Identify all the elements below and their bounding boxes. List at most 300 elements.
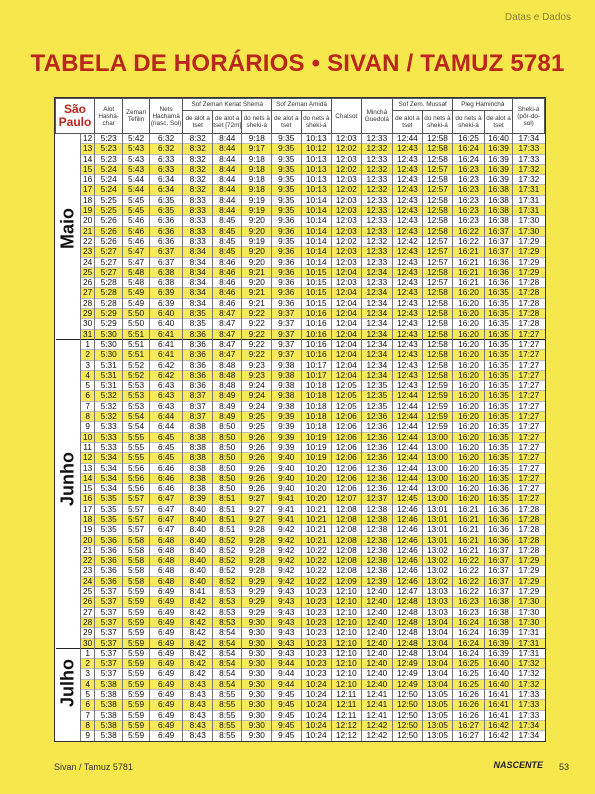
time-cell: 8:47: [212, 329, 242, 339]
time-cell: 12:46: [393, 514, 423, 524]
day-cell: 19: [81, 206, 95, 216]
time-cell: 9:20: [242, 247, 272, 257]
time-cell: 5:44: [123, 175, 149, 185]
time-cell: 12:46: [393, 535, 423, 545]
time-cell: 16:20: [453, 309, 485, 319]
time-cell: 16:20: [453, 463, 485, 473]
time-cell: 8:47: [212, 350, 242, 360]
time-cell: 5:37: [94, 617, 122, 627]
time-cell: 6:38: [149, 278, 183, 288]
time-cell: 17:27: [513, 329, 545, 339]
time-cell: 17:27: [513, 412, 545, 422]
header-sof-mussaf: Sof Zem. Mussaf: [393, 99, 453, 111]
time-cell: 6:45: [149, 432, 183, 442]
time-cell: 12:41: [361, 700, 393, 710]
time-cell: 5:56: [123, 473, 149, 483]
time-cell: 16:39: [484, 628, 512, 638]
time-cell: 16:35: [484, 494, 512, 504]
time-cell: 9:38: [272, 360, 302, 370]
time-cell: 12:57: [422, 185, 453, 195]
time-cell: 5:27: [94, 267, 122, 277]
time-cell: 9:35: [272, 185, 302, 195]
time-cell: 6:33: [149, 154, 183, 164]
time-cell: 8:51: [212, 514, 242, 524]
time-cell: 9:37: [272, 339, 302, 349]
time-cell: 12:08: [332, 545, 362, 555]
time-cell: 9:41: [272, 504, 302, 514]
time-cell: 12:43: [393, 267, 423, 277]
day-cell: 7: [81, 710, 95, 720]
time-cell: 10:16: [301, 319, 332, 329]
time-cell: 10:12: [301, 144, 332, 154]
table-row: [56, 473, 545, 483]
time-cell: 9:36: [272, 298, 302, 308]
time-cell: 8:40: [183, 566, 213, 576]
time-cell: 16:20: [453, 391, 485, 401]
time-cell: 12:10: [332, 669, 362, 679]
time-cell: 8:38: [183, 473, 213, 483]
time-cell: 8:52: [212, 535, 242, 545]
time-cell: 8:53: [212, 607, 242, 617]
time-cell: 9:30: [242, 720, 272, 730]
table-row: [56, 267, 545, 277]
time-cell: 12:05: [332, 391, 362, 401]
time-cell: 16:24: [453, 638, 485, 648]
day-cell: 27: [81, 288, 95, 298]
time-cell: 9:41: [272, 494, 302, 504]
time-cell: 16:20: [453, 360, 485, 370]
time-cell: 5:34: [94, 473, 122, 483]
time-cell: 9:26: [242, 453, 272, 463]
time-cell: 13:05: [422, 700, 453, 710]
time-cell: 16:21: [453, 545, 485, 555]
time-cell: 10:21: [301, 514, 332, 524]
table-row: [56, 700, 545, 710]
time-cell: 16:35: [484, 329, 512, 339]
time-cell: 12:02: [332, 185, 362, 195]
time-cell: 16:20: [453, 381, 485, 391]
time-cell: 13:00: [422, 453, 453, 463]
time-cell: 17:31: [513, 185, 545, 195]
time-cell: 6:46: [149, 463, 183, 473]
time-cell: 8:50: [212, 432, 242, 442]
table-row: [56, 206, 545, 216]
time-cell: 8:50: [212, 473, 242, 483]
table-row: [56, 525, 545, 535]
time-cell: 12:03: [332, 134, 362, 144]
time-cell: 16:20: [453, 350, 485, 360]
time-cell: 12:58: [422, 144, 453, 154]
day-cell: 17: [81, 185, 95, 195]
time-cell: 17:28: [513, 319, 545, 329]
time-cell: 16:23: [453, 195, 485, 205]
time-cell: 12:46: [393, 504, 423, 514]
time-cell: 16:37: [484, 576, 512, 586]
time-cell: 16:20: [453, 401, 485, 411]
time-cell: 16:21: [453, 278, 485, 288]
time-cell: 16:23: [453, 185, 485, 195]
month-label-cell: [56, 339, 81, 648]
time-cell: 16:38: [484, 607, 512, 617]
time-cell: 9:36: [272, 247, 302, 257]
time-cell: 12:02: [332, 144, 362, 154]
time-cell: 17:31: [513, 638, 545, 648]
time-cell: 9:20: [242, 257, 272, 267]
time-cell: 10:23: [301, 669, 332, 679]
day-cell: 4: [81, 679, 95, 689]
time-cell: 6:42: [149, 360, 183, 370]
time-cell: 5:32: [94, 412, 122, 422]
time-cell: 16:40: [484, 669, 512, 679]
month-label: Junho: [57, 452, 78, 507]
time-cell: 17:27: [513, 401, 545, 411]
time-cell: 17:34: [513, 134, 545, 144]
time-cell: 5:53: [123, 401, 149, 411]
time-cell: 6:46: [149, 473, 183, 483]
time-cell: 9:30: [242, 669, 272, 679]
time-cell: 17:28: [513, 514, 545, 524]
time-cell: 12:38: [361, 566, 393, 576]
time-cell: 12:46: [393, 576, 423, 586]
time-cell: 5:55: [123, 442, 149, 452]
time-cell: 6:47: [149, 494, 183, 504]
time-cell: 5:58: [123, 545, 149, 555]
time-cell: 6:47: [149, 525, 183, 535]
time-cell: 12:49: [393, 679, 423, 689]
time-cell: 6:49: [149, 607, 183, 617]
time-cell: 9:38: [272, 401, 302, 411]
time-cell: 8:55: [212, 731, 242, 741]
time-cell: 6:36: [149, 216, 183, 226]
time-cell: 9:21: [242, 298, 272, 308]
time-cell: 16:24: [453, 628, 485, 638]
time-cell: 6:44: [149, 412, 183, 422]
time-cell: 12:42: [361, 731, 393, 741]
time-cell: 12:38: [361, 514, 393, 524]
time-cell: 17:29: [513, 236, 545, 246]
time-cell: 5:28: [94, 288, 122, 298]
time-cell: 13:02: [422, 545, 453, 555]
time-cell: 17:31: [513, 648, 545, 658]
time-cell: 10:15: [301, 298, 332, 308]
time-cell: 8:49: [212, 391, 242, 401]
time-cell: 12:10: [332, 659, 362, 669]
time-cell: 9:27: [242, 514, 272, 524]
time-cell: 6:43: [149, 391, 183, 401]
time-cell: 12:38: [361, 545, 393, 555]
time-cell: 17:29: [513, 247, 545, 257]
table-row: [56, 648, 545, 658]
time-cell: 17:27: [513, 442, 545, 452]
time-cell: 5:26: [94, 226, 122, 236]
time-cell: 8:36: [183, 360, 213, 370]
day-cell: 5: [81, 690, 95, 700]
day-cell: 31: [81, 329, 95, 339]
time-cell: 5:27: [94, 257, 122, 267]
time-cell: 10:23: [301, 617, 332, 627]
time-cell: 5:50: [123, 309, 149, 319]
time-cell: 9:43: [272, 607, 302, 617]
time-cell: 9:40: [272, 453, 302, 463]
time-cell: 12:58: [422, 370, 453, 380]
time-cell: 17:29: [513, 267, 545, 277]
time-cell: 8:55: [212, 710, 242, 720]
time-cell: 12:06: [332, 463, 362, 473]
header-alot: Alot Hashá-char: [94, 99, 122, 134]
time-cell: 8:52: [212, 556, 242, 566]
time-cell: 8:36: [183, 381, 213, 391]
time-cell: 16:35: [484, 453, 512, 463]
schedule-table: [55, 98, 545, 741]
time-cell: 10:20: [301, 484, 332, 494]
time-cell: 5:44: [123, 185, 149, 195]
month-label-cell: [56, 648, 81, 740]
time-cell: 9:37: [272, 319, 302, 329]
time-cell: 5:37: [94, 587, 122, 597]
time-cell: 12:58: [422, 134, 453, 144]
time-cell: 13:04: [422, 628, 453, 638]
time-cell: 5:33: [94, 432, 122, 442]
time-cell: 9:26: [242, 473, 272, 483]
time-cell: 17:28: [513, 504, 545, 514]
time-cell: 16:38: [484, 617, 512, 627]
time-cell: 8:38: [183, 422, 213, 432]
time-cell: 6:41: [149, 329, 183, 339]
day-cell: 21: [81, 226, 95, 236]
day-cell: 22: [81, 556, 95, 566]
time-cell: 9:26: [242, 463, 272, 473]
time-cell: 17:32: [513, 659, 545, 669]
time-cell: 5:36: [94, 545, 122, 555]
time-cell: 16:40: [484, 134, 512, 144]
time-cell: 9:39: [272, 442, 302, 452]
time-cell: 10:16: [301, 350, 332, 360]
time-cell: 5:37: [94, 607, 122, 617]
time-cell: 17:28: [513, 535, 545, 545]
table-row: [56, 329, 545, 339]
time-cell: 16:42: [484, 720, 512, 730]
time-cell: 9:30: [242, 638, 272, 648]
time-cell: 9:19: [242, 195, 272, 205]
time-cell: 8:54: [212, 669, 242, 679]
time-cell: 9:42: [272, 556, 302, 566]
time-cell: 12:40: [361, 648, 393, 658]
time-cell: 12:46: [393, 545, 423, 555]
time-cell: 12:58: [422, 267, 453, 277]
time-cell: 16:37: [484, 587, 512, 597]
time-cell: 9:45: [272, 710, 302, 720]
time-cell: 9:18: [242, 164, 272, 174]
time-cell: 9:18: [242, 185, 272, 195]
time-cell: 16:35: [484, 432, 512, 442]
day-cell: 3: [81, 360, 95, 370]
time-cell: 6:48: [149, 566, 183, 576]
time-cell: 5:37: [94, 659, 122, 669]
time-cell: 12:58: [422, 350, 453, 360]
time-cell: 5:59: [123, 720, 149, 730]
time-cell: 16:20: [453, 442, 485, 452]
time-cell: 10:21: [301, 525, 332, 535]
time-cell: 8:46: [212, 298, 242, 308]
time-cell: 12:40: [361, 628, 393, 638]
table-row: [56, 442, 545, 452]
table-row: [56, 164, 545, 174]
time-cell: 8:40: [183, 556, 213, 566]
time-cell: 8:33: [183, 236, 213, 246]
day-cell: 28: [81, 617, 95, 627]
time-cell: 9:29: [242, 587, 272, 597]
time-cell: 17:28: [513, 298, 545, 308]
time-cell: 5:52: [123, 360, 149, 370]
time-cell: 12:42: [393, 236, 423, 246]
time-cell: 9:43: [272, 628, 302, 638]
time-cell: 12:35: [361, 381, 393, 391]
day-cell: 10: [81, 432, 95, 442]
day-cell: 18: [81, 195, 95, 205]
time-cell: 5:55: [123, 453, 149, 463]
time-cell: 9:26: [242, 442, 272, 452]
time-cell: 13:05: [422, 710, 453, 720]
time-cell: 12:58: [422, 216, 453, 226]
table-row: [56, 422, 545, 432]
time-cell: 10:15: [301, 267, 332, 277]
footer-title: Sivan / Tamuz 5781: [54, 762, 133, 772]
time-cell: 12:33: [361, 134, 393, 144]
time-cell: 16:20: [453, 298, 485, 308]
time-cell: 9:36: [272, 267, 302, 277]
time-cell: 17:30: [513, 617, 545, 627]
time-cell: 8:44: [212, 175, 242, 185]
time-cell: 16:36: [484, 514, 512, 524]
time-cell: 16:21: [453, 525, 485, 535]
time-cell: 13:02: [422, 576, 453, 586]
time-cell: 16:24: [453, 648, 485, 658]
time-cell: 10:21: [301, 535, 332, 545]
time-cell: 12:04: [332, 298, 362, 308]
time-cell: 12:05: [332, 401, 362, 411]
time-cell: 6:44: [149, 422, 183, 432]
time-cell: 9:30: [242, 710, 272, 720]
schedule-table-container: [54, 97, 546, 742]
time-cell: 12:08: [332, 535, 362, 545]
time-cell: 12:08: [332, 525, 362, 535]
day-cell: 15: [81, 484, 95, 494]
time-cell: 10:17: [301, 370, 332, 380]
time-cell: 17:29: [513, 587, 545, 597]
time-cell: 17:33: [513, 144, 545, 154]
day-cell: 21: [81, 545, 95, 555]
time-cell: 12:06: [332, 473, 362, 483]
time-cell: 17:28: [513, 278, 545, 288]
time-cell: 5:37: [94, 648, 122, 658]
time-cell: 8:45: [212, 226, 242, 236]
time-cell: 16:38: [484, 216, 512, 226]
time-cell: 12:43: [393, 370, 423, 380]
time-cell: 8:36: [183, 329, 213, 339]
time-cell: 10:16: [301, 329, 332, 339]
time-cell: 6:36: [149, 236, 183, 246]
time-cell: 9:29: [242, 607, 272, 617]
time-cell: 9:45: [272, 690, 302, 700]
table-row: [56, 607, 545, 617]
time-cell: 16:22: [453, 226, 485, 236]
time-cell: 5:56: [123, 484, 149, 494]
time-cell: 9:42: [272, 576, 302, 586]
time-cell: 5:57: [123, 525, 149, 535]
time-cell: 16:22: [453, 587, 485, 597]
time-cell: 8:43: [183, 690, 213, 700]
time-cell: 8:54: [212, 648, 242, 658]
time-cell: 10:24: [301, 710, 332, 720]
time-cell: 12:40: [361, 587, 393, 597]
time-cell: 12:06: [332, 432, 362, 442]
time-cell: 9:35: [272, 236, 302, 246]
time-cell: 16:27: [453, 731, 485, 741]
time-cell: 16:37: [484, 247, 512, 257]
time-cell: 9:19: [242, 236, 272, 246]
time-cell: 9:28: [242, 566, 272, 576]
time-cell: 13:01: [422, 504, 453, 514]
day-cell: 1: [81, 339, 95, 349]
time-cell: 6:41: [149, 339, 183, 349]
time-cell: 12:44: [393, 391, 423, 401]
time-cell: 12:34: [361, 309, 393, 319]
time-cell: 16:23: [453, 607, 485, 617]
day-cell: 6: [81, 700, 95, 710]
header-sof-amida: Sof Zeman Amidá: [272, 99, 332, 111]
time-cell: 8:55: [212, 720, 242, 730]
time-cell: 12:04: [332, 309, 362, 319]
time-cell: 6:45: [149, 453, 183, 463]
time-cell: 5:25: [94, 195, 122, 205]
time-cell: 5:43: [123, 164, 149, 174]
time-cell: 6:36: [149, 226, 183, 236]
time-cell: 17:30: [513, 607, 545, 617]
day-cell: 2: [81, 659, 95, 669]
time-cell: 16:20: [453, 494, 485, 504]
time-cell: 5:38: [94, 679, 122, 689]
time-cell: 10:16: [301, 309, 332, 319]
time-cell: 12:44: [393, 422, 423, 432]
time-cell: 8:32: [183, 185, 213, 195]
time-cell: 5:50: [123, 319, 149, 329]
time-cell: 5:35: [94, 514, 122, 524]
table-row: [56, 412, 545, 422]
time-cell: 5:35: [94, 504, 122, 514]
time-cell: 12:12: [332, 731, 362, 741]
schedule-body: [56, 134, 545, 741]
time-cell: 8:45: [212, 247, 242, 257]
time-cell: 5:46: [123, 236, 149, 246]
time-cell: 16:24: [453, 154, 485, 164]
time-cell: 9:30: [242, 617, 272, 627]
table-row: [56, 257, 545, 267]
time-cell: 5:54: [123, 412, 149, 422]
time-cell: 12:36: [361, 432, 393, 442]
time-cell: 5:47: [123, 257, 149, 267]
time-cell: 10:13: [301, 134, 332, 144]
time-cell: 5:49: [123, 298, 149, 308]
time-cell: 9:28: [242, 535, 272, 545]
time-cell: 12:59: [422, 412, 453, 422]
time-cell: 8:42: [183, 669, 213, 679]
time-cell: 6:49: [149, 720, 183, 730]
time-cell: 16:20: [453, 339, 485, 349]
time-cell: 10:19: [301, 432, 332, 442]
time-cell: 10:14: [301, 206, 332, 216]
time-cell: 12:34: [361, 319, 393, 329]
time-cell: 9:20: [242, 216, 272, 226]
